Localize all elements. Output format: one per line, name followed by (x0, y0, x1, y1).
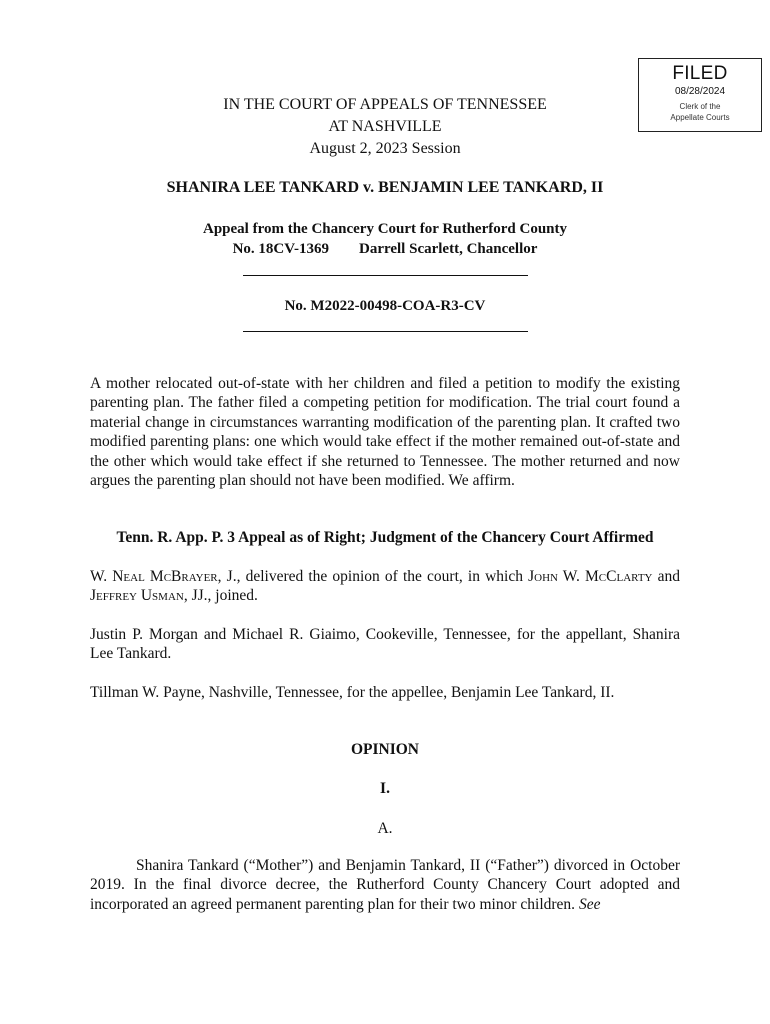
counsel-appellant: Justin P. Morgan and Michael R. Giaimo, Cookeville, Tennessee, for the appellant, Shanira Lee Tankard. (90, 626, 680, 663)
trial-info (0, 238, 770, 260)
author-judge: W. Neal McBrayer (90, 568, 218, 585)
filed-label: FILED (672, 63, 728, 84)
case-title: SHANIRA LEE TANKARD v. BENJAMIN LEE TANKARD, II (166, 179, 604, 196)
appeal-from: Appeal from the Chancery Court for Rutherford County (203, 221, 567, 237)
court-location: AT NASHVILLE (328, 118, 442, 135)
divider-top (243, 275, 528, 276)
trial-judge: Darrell Scarlett, Chancellor (358, 241, 538, 257)
joining-judge-1: John W. McClarty (528, 568, 653, 585)
clerk-line-2: Appellate Courts (670, 113, 730, 122)
trial-case-number: No. 18CV-1369 (232, 241, 329, 257)
opinion-body (90, 856, 680, 914)
authorship-and: and (652, 568, 680, 585)
divider-bottom (243, 331, 528, 332)
subsection-heading: A. (377, 820, 393, 837)
counsel-appellee: Tillman W. Payne, Nashville, Tennessee, for the appellee, Benjamin Lee Tankard, II. (90, 684, 615, 701)
opinion-see: See (578, 895, 601, 913)
authorship-text: , J., delivered the opinion of the court, in which (217, 568, 529, 585)
filed-date: 08/28/2024 (674, 86, 726, 97)
session-date: August 2, 2023 Session (309, 140, 461, 157)
opinion-body-text: Shanira Tankard (“Mother”) and Benjamin Tankard, II (“Father”) divorced in October 2019. In the final divorce decree, the Rutherford County Chancery Court adopted and incorporated an agreed permanent parenting plan for their two minor children. (90, 857, 680, 913)
joining-judge-2: Jeffrey Usman (90, 587, 184, 605)
disposition: Tenn. R. App. P. 3 Appeal as of Right; Judgment of the Chancery Court Affirmed (116, 529, 654, 546)
opinion-authorship (90, 567, 680, 606)
opinion-heading: OPINION (350, 741, 420, 758)
case-summary: A mother relocated out-of-state with her children and filed a petition to modify the existing parenting plan. The father filed a competing petition for modification. The trial court found a material change in circumstances warranting modification of the parenting plan. It crafted two modified parenting plans: one which would take effect if the mother remained out-of-state and the other which would take effect if she returned to Tennessee. The mother returned and now argues the parenting plan should not have been modified. We affirm. (90, 375, 680, 490)
clerk-line-1: Clerk of the (679, 102, 721, 111)
authorship-end: , JJ., joined. (183, 587, 258, 605)
appeal-number: No. M2022-00498-COA-R3-CV (284, 298, 486, 314)
section-heading: I. (380, 780, 390, 797)
court-name: IN THE COURT OF APPEALS OF TENNESSEE (223, 96, 547, 113)
